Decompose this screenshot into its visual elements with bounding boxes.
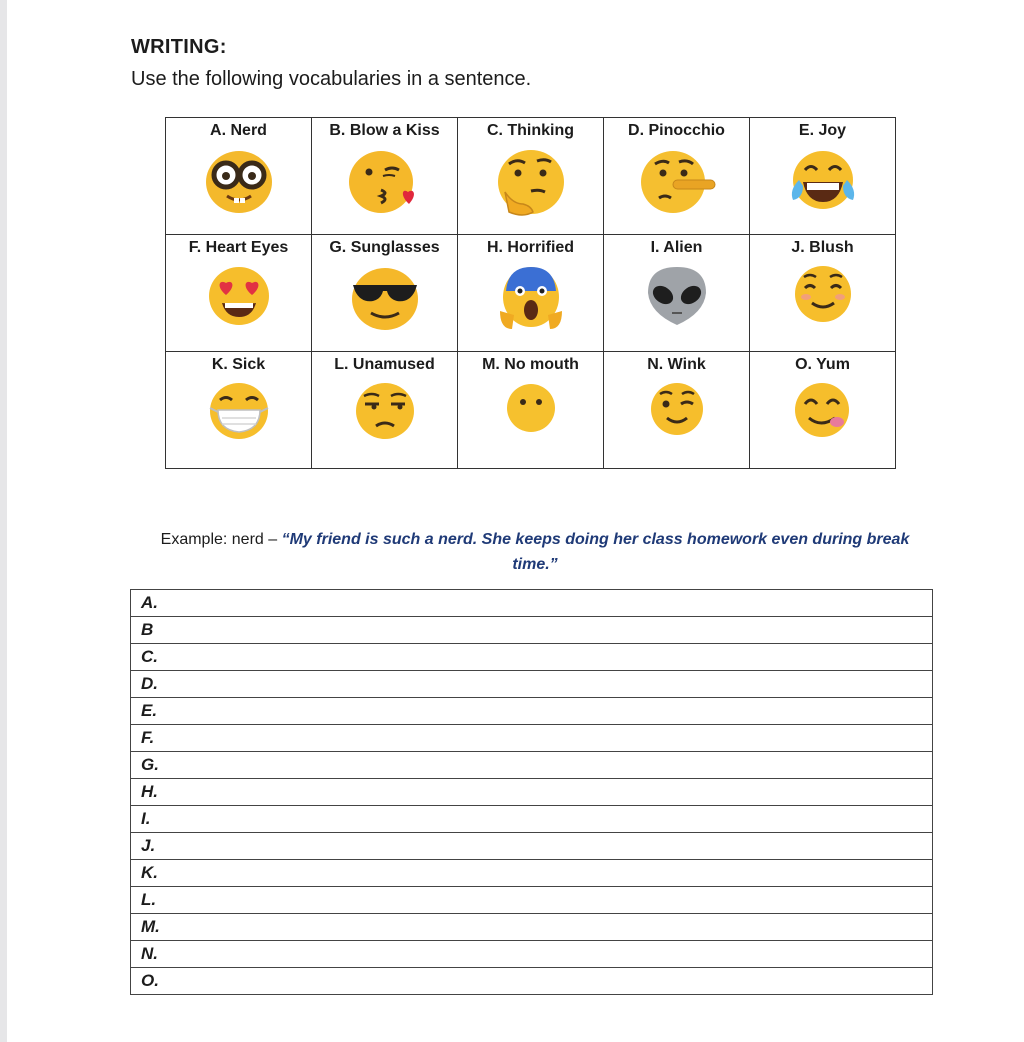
emoji-cell-blush [750, 235, 896, 352]
emoji-cell-no-mouth [458, 352, 604, 469]
example-quote: “My friend is such a nerd. She keeps doing her class homework even during break time.” [281, 531, 910, 573]
answer-row-h[interactable]: H. [131, 779, 933, 806]
emoji-label: E. Joy [798, 122, 847, 139]
answer-row-m[interactable]: M. [131, 914, 933, 941]
thinking-face-icon [493, 146, 569, 218]
emoji-label: M. No mouth [482, 356, 579, 373]
emoji-label: H. Horrified [486, 239, 575, 256]
emoji-cell-wink [604, 352, 750, 469]
page-edge [0, 0, 7, 1042]
answer-row-j[interactable]: J. [131, 833, 933, 860]
kiss-face-icon [345, 146, 425, 216]
joy-face-icon [785, 146, 861, 212]
wink-face-icon [647, 380, 707, 438]
alien-face-icon [642, 263, 712, 329]
answer-row-a[interactable]: A. [131, 590, 933, 617]
emoji-label: O. Yum [795, 356, 850, 373]
answer-row-o[interactable]: O. [131, 968, 933, 995]
answer-row-l[interactable]: L. [131, 887, 933, 914]
emoji-cell-horrified [458, 235, 604, 352]
no-mouth-face-icon [503, 380, 559, 436]
worksheet-instruction: Use the following vocabularies in a sentence. [131, 68, 532, 90]
heart-eyes-face-icon [204, 263, 274, 329]
answer-row-b[interactable]: B [131, 617, 933, 644]
answer-row-g[interactable]: G. [131, 752, 933, 779]
emoji-label: N. Wink [647, 356, 706, 373]
emoji-label: I. Alien [650, 239, 703, 256]
emoji-cell-nerd [166, 118, 312, 235]
answer-row-d[interactable]: D. [131, 671, 933, 698]
emoji-label: F. Heart Eyes [188, 239, 289, 256]
answer-row-n[interactable]: N. [131, 941, 933, 968]
horrified-face-icon [496, 263, 566, 333]
emoji-cell-thinking [458, 118, 604, 235]
sick-face-icon [206, 380, 272, 442]
answer-row-k[interactable]: K. [131, 860, 933, 887]
unamused-face-icon [352, 380, 418, 442]
emoji-vocabulary-grid [165, 117, 896, 469]
emoji-label: G. Sunglasses [329, 239, 440, 256]
example-sentence [140, 527, 930, 577]
yum-face-icon [791, 380, 855, 440]
nerd-face-icon [201, 146, 277, 216]
emoji-label: B. Blow a Kiss [329, 122, 440, 139]
answer-row-e[interactable]: E. [131, 698, 933, 725]
answer-row-c[interactable]: C. [131, 644, 933, 671]
emoji-label: L. Unamused [334, 356, 435, 373]
emoji-cell-alien [604, 235, 750, 352]
emoji-cell-sunglasses [312, 235, 458, 352]
emoji-label: A. Nerd [210, 122, 267, 139]
sunglasses-face-icon [347, 263, 423, 333]
emoji-cell-unamused [312, 352, 458, 469]
emoji-label: J. Blush [791, 239, 854, 256]
lying-face-icon [637, 146, 717, 216]
emoji-cell-sick [166, 352, 312, 469]
blush-face-icon [790, 263, 856, 325]
emoji-label: K. Sick [211, 356, 266, 373]
emoji-cell-joy [750, 118, 896, 235]
emoji-label: C. Thinking [486, 122, 575, 139]
emoji-cell-kiss [312, 118, 458, 235]
emoji-label: D. Pinocchio [628, 122, 725, 139]
worksheet-heading: WRITING: [131, 36, 227, 58]
emoji-cell-yum [750, 352, 896, 469]
answer-row-i[interactable]: I. [131, 806, 933, 833]
answer-row-f[interactable]: F. [131, 725, 933, 752]
example-prefix: Example: nerd – [160, 531, 282, 548]
answer-table [130, 589, 933, 995]
emoji-cell-heart-eyes [166, 235, 312, 352]
emoji-cell-pinocchio [604, 118, 750, 235]
